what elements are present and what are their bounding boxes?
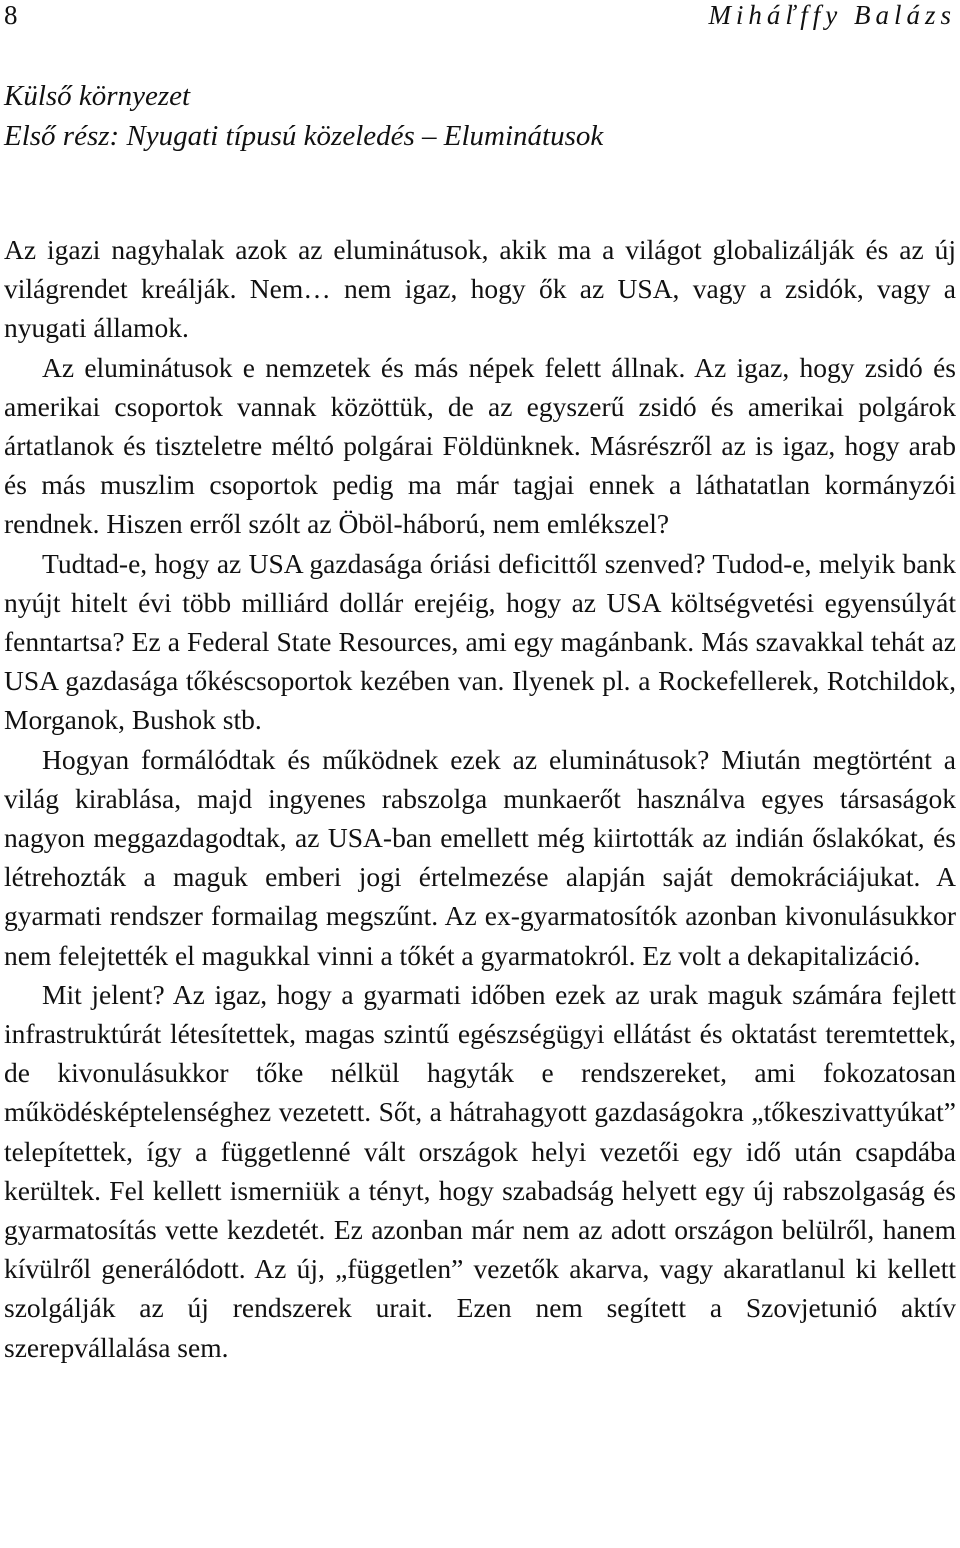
paragraph: Hogyan formálódtak és működnek ezek az eluminátusok? Miután megtörtént a világ kirablása, majd ingyenes rabszolga munkaerőt használva egyes társaságok nagyon meggazdagodtak, az USA-ban emellett még kiirtották az indián őslakókat, és létrehozták a maguk emberi jogi értelmezése alapján saját demokráciájukat. A gyarmati rendszer formailag megszűnt. Az ex-gyarmatosítók azonban kivonulásukkor nem felejtették el magukkal vinni a tőkét a gyarmatokról. Ez volt a dekapitalizáció.: [4, 743, 956, 971]
section-title: Külső környezet: [4, 80, 191, 112]
paragraph: Az eluminátusok e nemzetek és más népek felett állnak. Az igaz, hogy zsidó és amerikai csoportok vannak közöttük, de az egyszerű zsidó és amerikai polgárok ártatlanok és tiszteletre méltó polgárai Földünknek. Másrészről az is igaz, hogy arab és más muszlim csoportok pedig ma már tagjai ennek a láthatatlan kormányzói rendnek. Hiszen erről szólt az Öböl-háború, nem emlékszel?: [4, 351, 956, 540]
paragraph: Mit jelent? Az igaz, hogy a gyarmati időben ezek az urak maguk számára fejlett infrastruktúrát létesítettek, magas szintű egészségügyi ellátást és oktatást teremtettek, de kivonulásukkor tőke nélkül hagyták e rendszereket, ami fokozatosan működésképtelenséghez vezetett. Sőt, a hátrahagyott gazdaságokra „tőkeszivattyúkat” telepítettek, így a függetlenné vált országok helyi vezetői egy idő után csapdába kerültek. Fel kellett ismerniük a tényt, hogy szabadság helyett egy új rabszolgaság és gyarmatosítás vette kezdetét. Ez azonban már nem az adott országon belülről, hanem kívülről generálódott. Az új, „független” vezetők akarva, vagy akaratlanul ki kellett szolgálják az új rendszerek urait. Ezen nem segített a Szovjetunió aktív szerepvállalása sem.: [4, 978, 956, 1363]
chapter-title: Első rész: Nyugati típusú közeledés – Eluminátusok: [4, 120, 604, 152]
running-head: [4, 0, 956, 30]
body-text: [4, 230, 956, 1367]
page-number: 8: [4, 0, 18, 30]
running-head-author: Miháľffy Balázs: [708, 0, 956, 30]
section-titles: [4, 76, 603, 156]
paragraph: Tudtad-e, hogy az USA gazdasága óriási deficittől szenved? Tudod-e, melyik bank nyújt hitelt évi több milliárd dollár erejéig, hogy az USA költségvetési egyensúlyát fenntartsa? Ez a Federal State Resources, ami egy magánbank. Más szavakkal tehát az USA gazdasága tőkéscsoportok kezében van. Ilyenek pl. a Rockefellerek, Rotchildok, Morganok, Bushok stb.: [4, 547, 956, 736]
paragraph: Az igazi nagyhalak azok az eluminátusok, akik ma a világot globalizálják és az új világrendet kreálják. Nem… nem igaz, hogy ők az USA, vagy a zsidók, vagy a nyugati államok.: [4, 234, 956, 344]
